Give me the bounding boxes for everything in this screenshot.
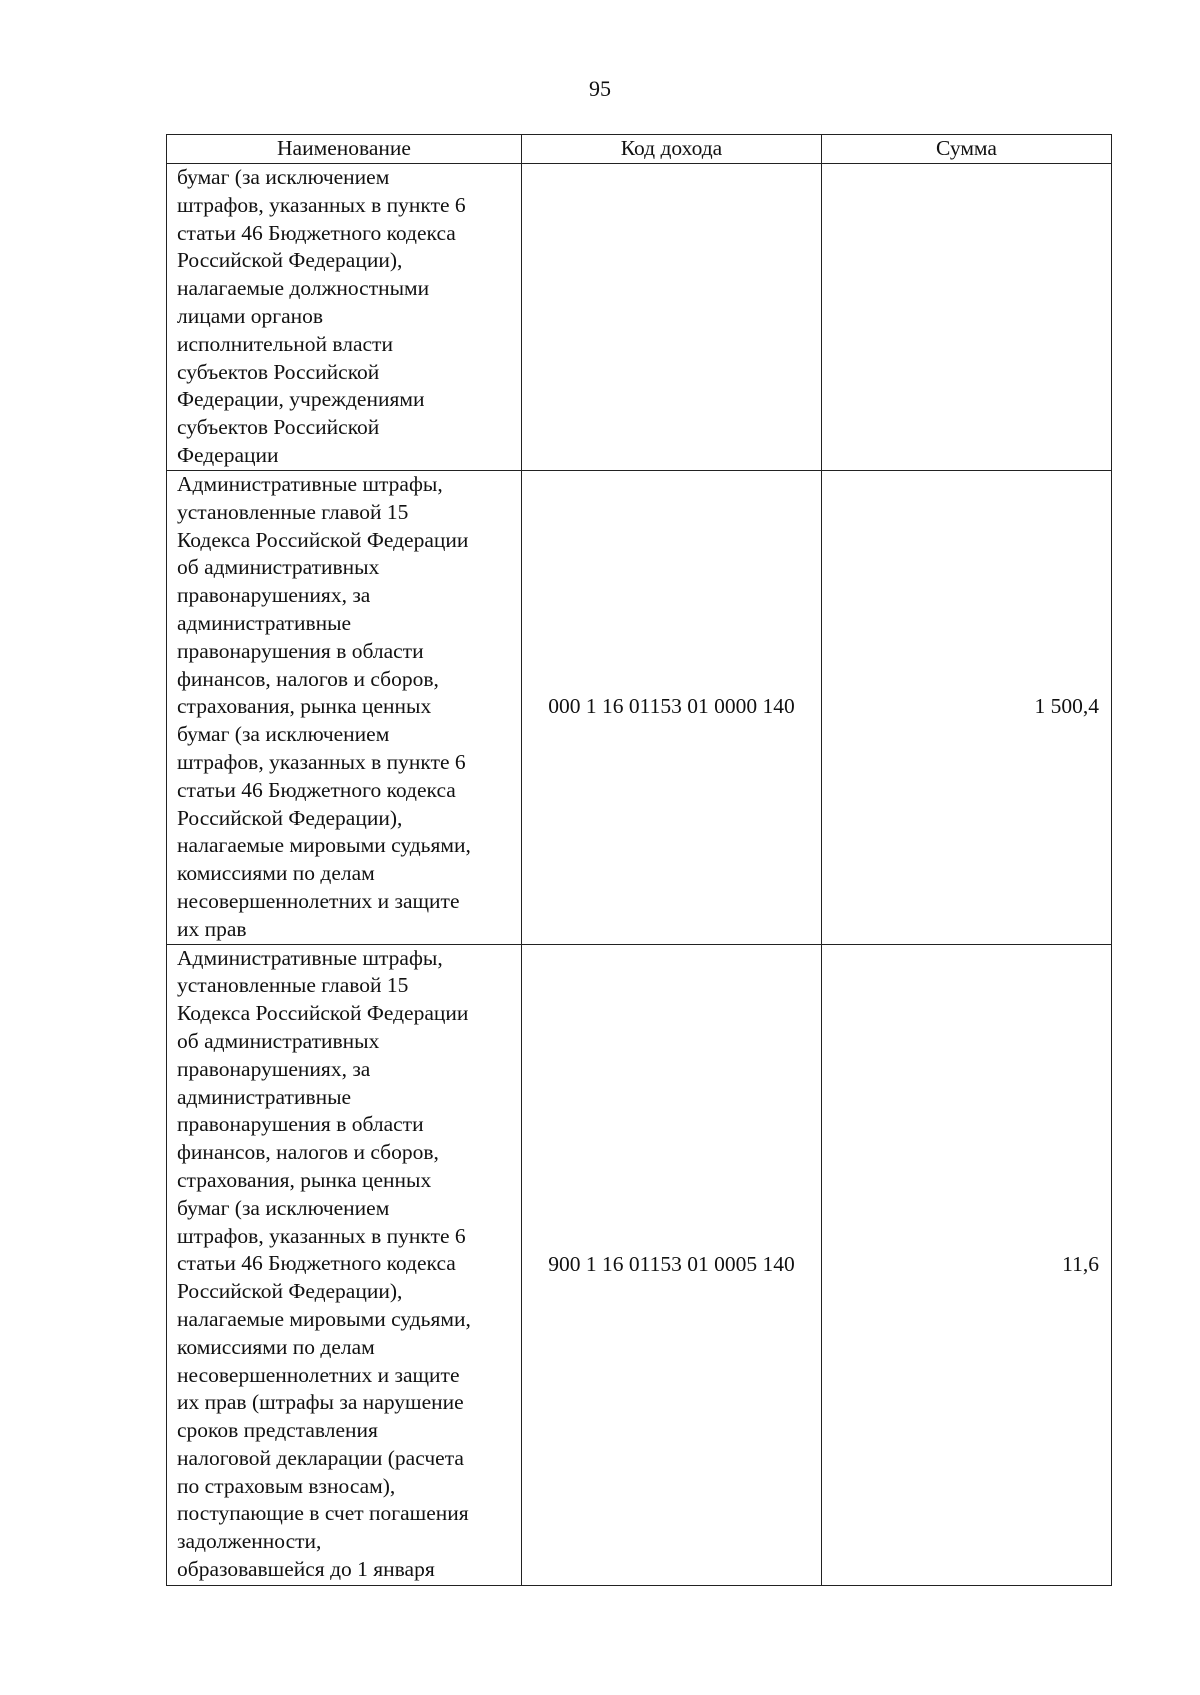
- table-row: [167, 944, 1112, 1585]
- header-sum: Сумма: [822, 135, 1112, 164]
- table-row: [167, 471, 1112, 945]
- page-number: 95: [589, 76, 611, 101]
- row-name: Административные штрафы, установленные главой 15 Кодекса Российской Федерации об административных правонарушениях, за административные правонарушения в области финансов, налогов и сборов, страхования, рынка ценных бумаг (за исключением штрафов, указанных в пункте 6 статьи 46 Бюджетного кодекса Российской Федерации), налагаемые мировыми судьями, комиссиями по делам несовершеннолетних и защите их прав (штрафы за нарушение сроков представления налоговой декларации (расчета по страховым взносам), поступающие в счет погашения задолженности, образовавшейся до 1 января: [167, 944, 522, 1585]
- row-sum: 1 500,4: [822, 471, 1112, 945]
- row-name: бумаг (за исключением штрафов, указанных в пункте 6 статьи 46 Бюджетного кодекса Российской Федерации), налагаемые должностными лицами органов исполнительной власти субъектов Российской Федерации, учреждениями субъектов Российской Федерации: [167, 164, 522, 471]
- table-row: [167, 164, 1112, 471]
- row-sum: 11,6: [822, 944, 1112, 1585]
- row-code: 900 1 16 01153 01 0005 140: [522, 944, 822, 1585]
- row-code: [522, 164, 822, 471]
- row-sum: [822, 164, 1112, 471]
- row-name: Административные штрафы, установленные главой 15 Кодекса Российской Федерации об административных правонарушениях, за административные правонарушения в области финансов, налогов и сборов, страхования, рынка ценных бумаг (за исключением штрафов, указанных в пункте 6 статьи 46 Бюджетного кодекса Российской Федерации), налагаемые мировыми судьями, комиссиями по делам несовершеннолетних и защите их прав: [167, 471, 522, 945]
- row-code: 000 1 16 01153 01 0000 140: [522, 471, 822, 945]
- revenue-table: [166, 134, 1112, 1586]
- header-name: Наименование: [167, 135, 522, 164]
- table-header-row: [167, 135, 1112, 164]
- header-code: Код дохода: [522, 135, 822, 164]
